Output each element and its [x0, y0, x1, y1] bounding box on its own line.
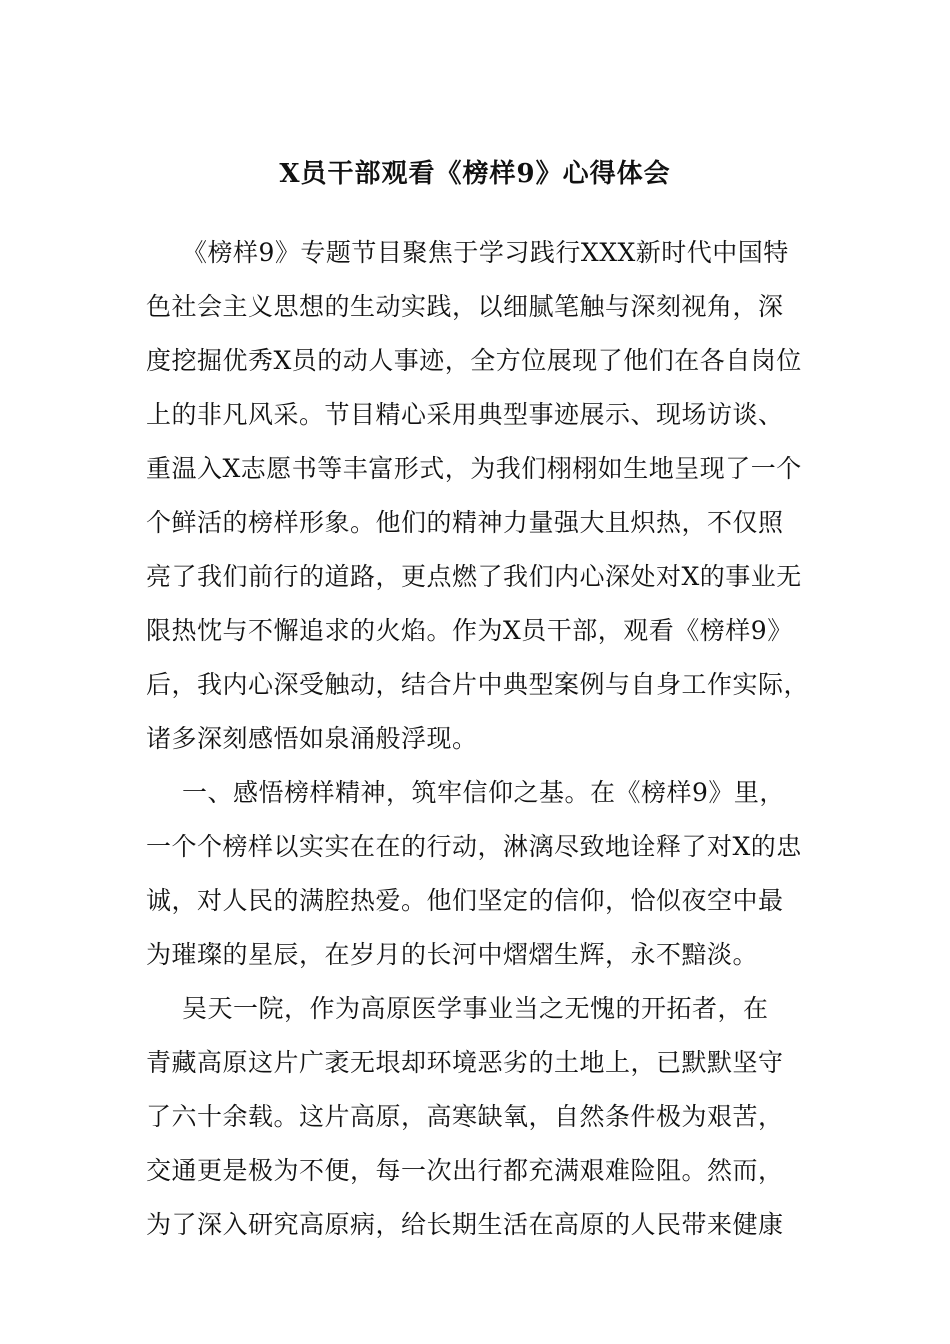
body-line: 一个个榜样以实实在在的行动，淋漓尽致地诠释了对X的忠: [146, 832, 802, 861]
body-line: 色社会主义思想的生动实践，以细腻笔触与深刻视角，深: [146, 292, 784, 321]
body-line: 度挖掘优秀X员的动人事迹，全方位展现了他们在各自岗位: [146, 346, 802, 375]
body-line: 青藏高原这片广袤无垠却环境恶劣的土地上，已默默坚守: [146, 1048, 784, 1077]
body-line: 为璀璨的星辰，在岁月的长河中熠熠生辉，永不黯淡。: [146, 940, 759, 969]
document-body: [146, 226, 810, 1252]
body-line: 了六十余载。这片高原，高寒缺氧，自然条件极为艰苦，: [146, 1102, 784, 1131]
body-line: 上的非凡风采。节目精心采用典型事迹展示、现场访谈、: [146, 400, 784, 429]
body-line: 为了深入研究高原病，给长期生活在高原的人民带来健康: [146, 1210, 784, 1239]
body-line: 诸多深刻感悟如泉涌般浮现。: [146, 724, 478, 753]
document-title: X员干部观看《榜样9》心得体会: [279, 159, 671, 189]
body-line: 亮了我们前行的道路，更点燃了我们内心深处对X的事业无: [146, 562, 802, 591]
body-line: 个鲜活的榜样形象。他们的精神力量强大且炽热，不仅照: [146, 508, 784, 537]
body-line: 重温入X志愿书等丰富形式，为我们栩栩如生地呈现了一个: [146, 454, 802, 483]
body-line: 诚，对人民的满腔热爱。他们坚定的信仰，恰似夜空中最: [146, 886, 784, 915]
body-line: 限热忱与不懈追求的火焰。作为X员干部，观看《榜样9》: [146, 616, 793, 645]
body-line: 《榜样9》专题节目聚焦于学习践行XXX新时代中国特: [182, 238, 789, 267]
body-line: 吴天一院，作为高原医学事业当之无愧的开拓者，在: [182, 994, 769, 1023]
body-line: 后，我内心深受触动，结合片中典型案例与自身工作实际，: [146, 670, 810, 699]
body-line: 交通更是极为不便，每一次出行都充满艰难险阻。然而，: [146, 1156, 784, 1185]
body-line: 一、感悟榜样精神，筑牢信仰之基。在《榜样9》里，: [182, 778, 785, 807]
